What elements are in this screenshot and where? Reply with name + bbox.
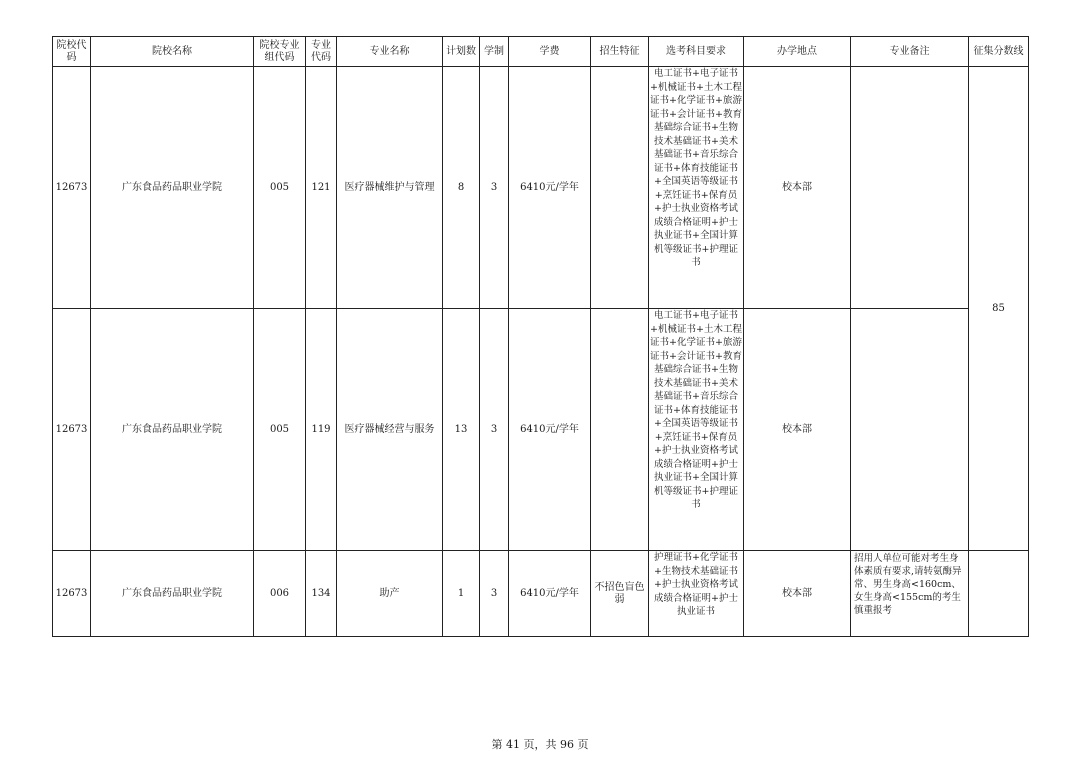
cell-school-name: 广东食品药品职业学院	[91, 67, 254, 309]
cell-major-name: 医疗器械维护与管理	[337, 67, 443, 309]
cell-duration: 3	[480, 309, 509, 551]
cell-major-code: 121	[306, 67, 337, 309]
header-location: 办学地点	[744, 37, 851, 67]
table-row	[53, 551, 1029, 637]
cell-duration: 3	[480, 67, 509, 309]
header-major-code: 专业代码	[306, 37, 337, 67]
cell-subject-req: 电工证书+电子证书+机械证书+土木工程证书+化学证书+旅游证书+会计证书+教育基础综合证书+生物技术基础证书+美术基础证书+音乐综合证书+体育技能证书+全国英语等级证书+烹饪证书+保育员+护士执业资格考试成绩合格证明+护士执业证书+全国计算机等级证书+护理证书	[649, 309, 744, 551]
cell-tuition: 6410元/学年	[509, 67, 591, 309]
cell-major-name: 医疗器械经营与服务	[337, 309, 443, 551]
cell-cutoff-empty	[969, 551, 1029, 637]
cell-plan-count: 8	[443, 67, 480, 309]
cell-school-code: 12673	[53, 309, 91, 551]
cell-feature	[591, 309, 649, 551]
cell-group-code: 006	[254, 551, 306, 637]
cell-location: 校本部	[744, 67, 851, 309]
cell-major-code: 119	[306, 309, 337, 551]
admission-plan-table	[52, 36, 1029, 637]
cell-cutoff: 85	[969, 67, 1029, 551]
cell-subject-req: 电工证书+电子证书+机械证书+土木工程证书+化学证书+旅游证书+会计证书+教育基础综合证书+生物技术基础证书+美术基础证书+音乐综合证书+体育技能证书+全国英语等级证书+烹饪证书+保育员+护士执业资格考试成绩合格证明+护士执业证书+全国计算机等级证书+护理证书	[649, 67, 744, 309]
header-subject-req: 选考科目要求	[649, 37, 744, 67]
table-row	[53, 67, 1029, 309]
cell-plan-count: 13	[443, 309, 480, 551]
cell-remark: 招用人单位可能对考生身体素质有要求,请转氨酶异常、男生身高<160cm、女生身高<155cm的考生慎重报考	[851, 551, 969, 637]
cell-group-code: 005	[254, 309, 306, 551]
cell-feature	[591, 67, 649, 309]
header-remark: 专业备注	[851, 37, 969, 67]
cell-group-code: 005	[254, 67, 306, 309]
page-footer: 第 41 页，共 96 页	[491, 738, 589, 751]
cell-school-code: 12673	[53, 551, 91, 637]
cell-subject-req: 护理证书+化学证书+生物技术基础证书+护士执业资格考试成绩合格证明+护士执业证书	[649, 551, 744, 637]
cell-tuition: 6410元/学年	[509, 309, 591, 551]
header-duration: 学制	[480, 37, 509, 67]
cell-remark	[851, 67, 969, 309]
cell-major-code: 134	[306, 551, 337, 637]
cell-location: 校本部	[744, 551, 851, 637]
cell-school-name: 广东食品药品职业学院	[91, 309, 254, 551]
header-feature: 招生特征	[591, 37, 649, 67]
cell-tuition: 6410元/学年	[509, 551, 591, 637]
table-header-row	[53, 37, 1029, 67]
table-row	[53, 309, 1029, 551]
cell-feature: 不招色盲色弱	[591, 551, 649, 637]
header-cutoff: 征集分数线	[969, 37, 1029, 67]
header-school-code: 院校代码	[53, 37, 91, 67]
header-major-name: 专业名称	[337, 37, 443, 67]
header-tuition: 学费	[509, 37, 591, 67]
cell-location: 校本部	[744, 309, 851, 551]
header-group-code: 院校专业组代码	[254, 37, 306, 67]
cell-school-code: 12673	[53, 67, 91, 309]
cell-major-name: 助产	[337, 551, 443, 637]
cell-remark	[851, 309, 969, 551]
cell-plan-count: 1	[443, 551, 480, 637]
cell-school-name: 广东食品药品职业学院	[91, 551, 254, 637]
cell-duration: 3	[480, 551, 509, 637]
header-school-name: 院校名称	[91, 37, 254, 67]
header-plan-count: 计划数	[443, 37, 480, 67]
